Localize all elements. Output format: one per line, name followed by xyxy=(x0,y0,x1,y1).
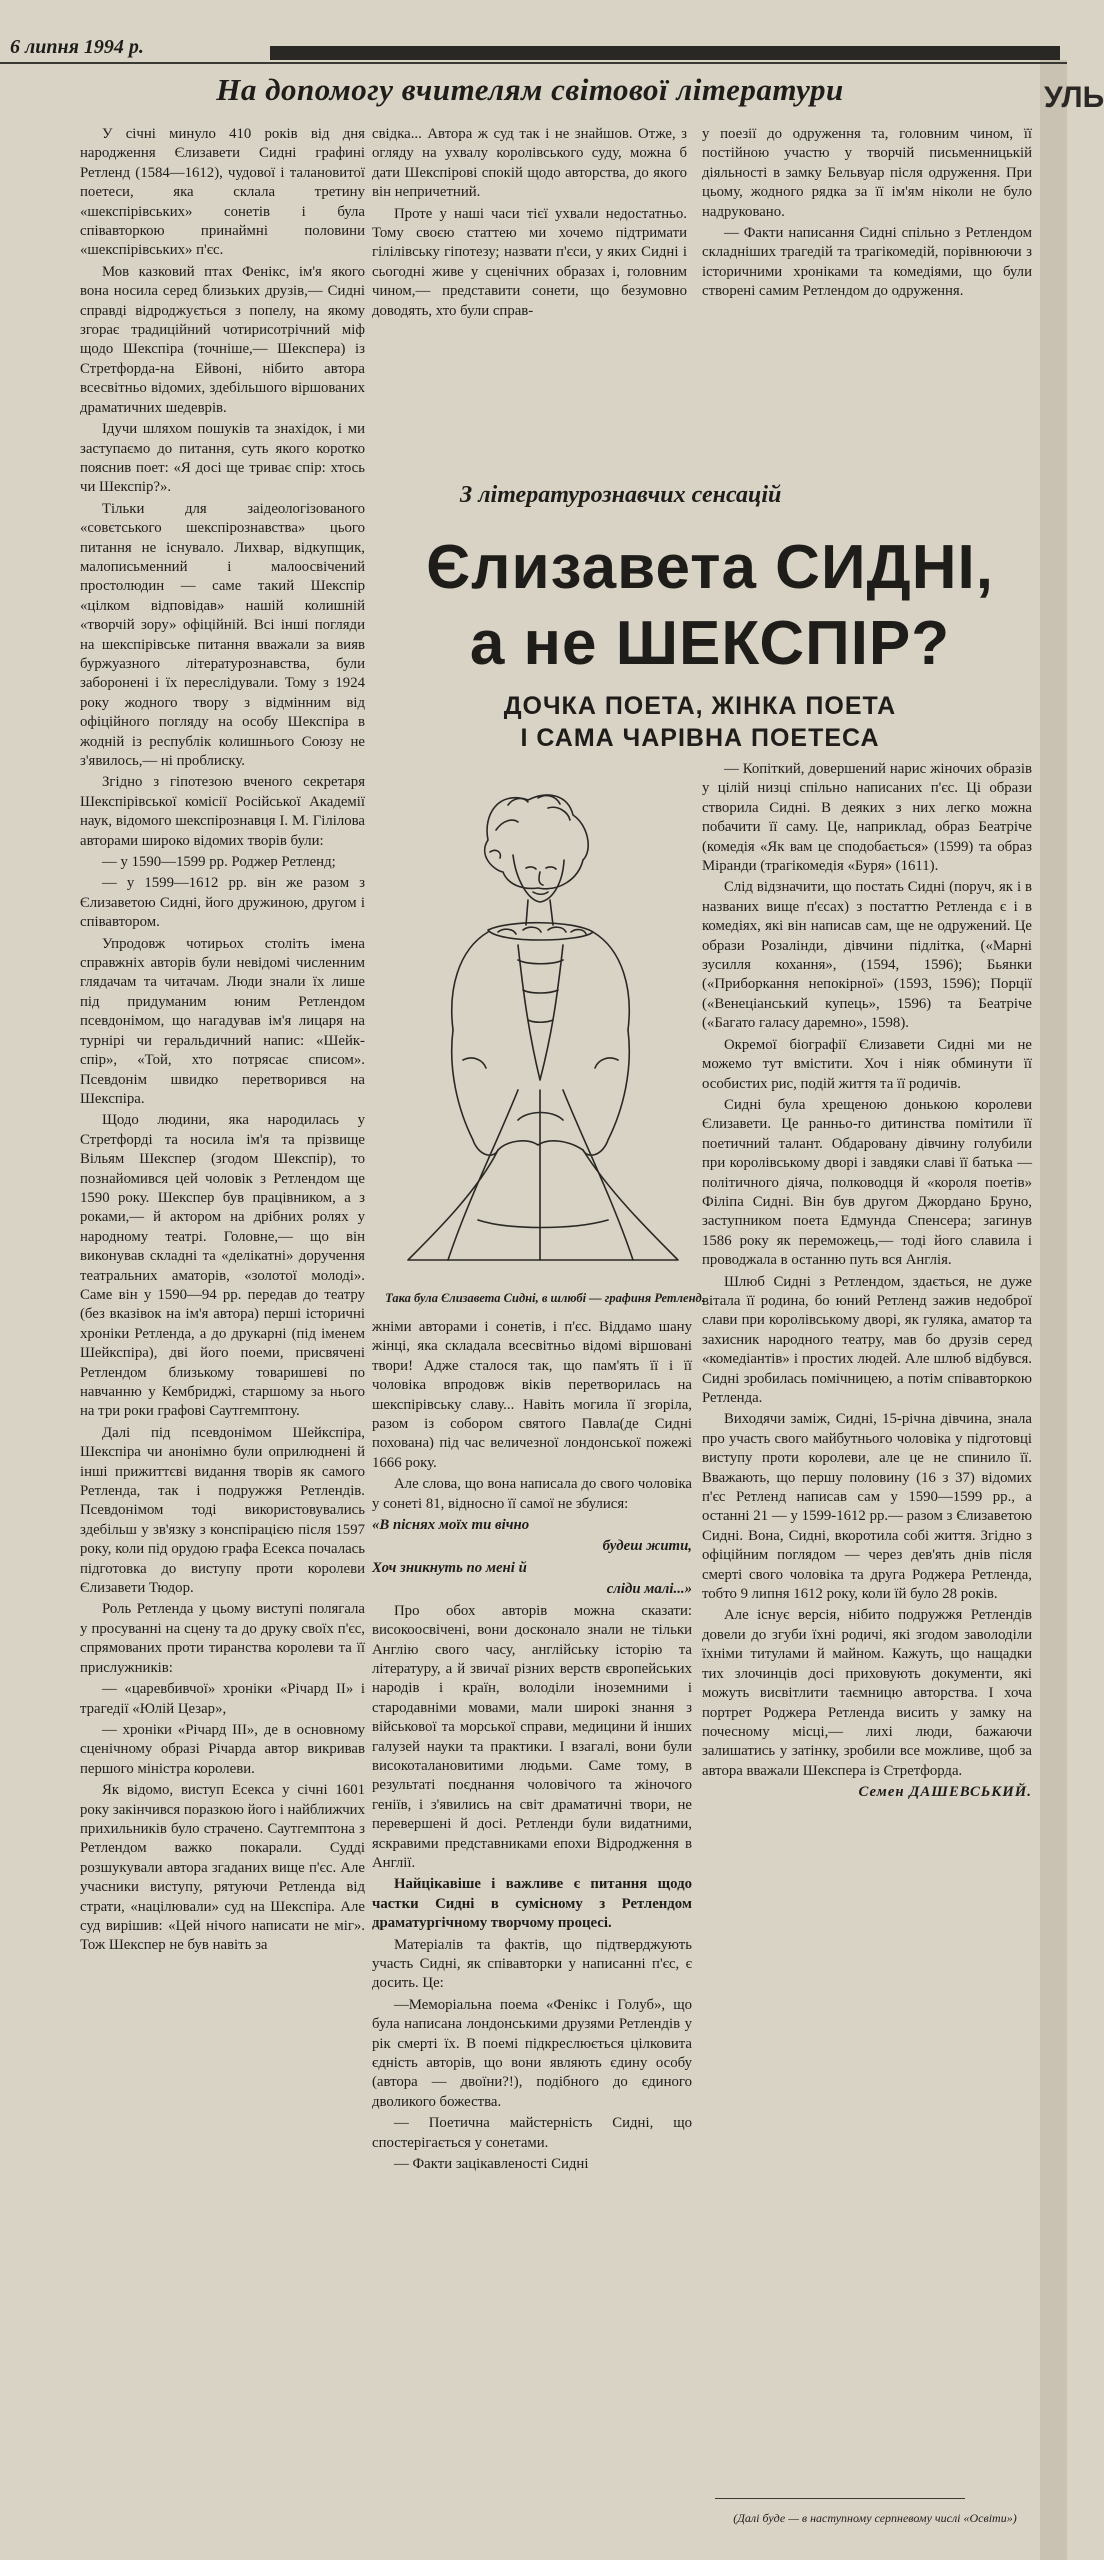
subhead-line-2: І САМА ЧАРІВНА ПОЕТЕСА xyxy=(520,724,880,752)
article-subheadline xyxy=(430,690,970,754)
paragraph: — у 1590—1599 рр. Роджер Ретленд; xyxy=(102,854,336,871)
article-column-3-bottom xyxy=(702,760,1032,1805)
paragraph: Окремої біографії Єлизавети Сидні ми не можемо тут вмістити. Хоч і ніяк обминути її особистих рис, подій життя та її родичів. xyxy=(702,1036,1032,1092)
paragraph: свідка... Автора ж суд так і не знайшов. Отже, з огляду на ухвалу королівського суду, можна б дати Шекспірові спокій щодо авторства, до якого він непричетний. xyxy=(372,126,687,201)
header-bar xyxy=(270,46,1060,60)
paragraph: Мов казковий птах Фенікс, ім'я якого вона носила серед близьких друзів,— Сидні справді відроджується з попелу, на якому згорає традиційний чотирисотрічний міф щодо Шекспіра (точніше,— Шексперa) із Стретфорда-на Ейвоні, нібито автора всесвітньо відомих, здебільшого віршованих драматичних шедеврів. xyxy=(80,263,365,416)
issue-date: 6 липня 1994 р. xyxy=(10,36,144,58)
paragraph: Згідно з гіпотезою вченого секретаря Шекспірівської комісії Російської Академії наук, відомого шекспірознавця І. М. Гілілова авторами широко відомих творів були: xyxy=(80,774,365,849)
verse-line: «В піснях моїх ти вічно xyxy=(372,1517,530,1534)
paragraph: Роль Ретленда у цьому виступі полягала у просуванні на сцену та до друку своїх п'єс, спрямованих проти тиранства королеви та її прислужників: xyxy=(80,1601,365,1676)
paragraph: Щодо людини, яка народилась у Стретфорді та носила ім'я та прізвище Вільям Шекспер (згодом Шекспір), то познайомився цей чоловік з Ретлендом ще 1590 року. Шекспер був працівником, а з роками,— й актором на дрібних ролях у народному театрі. Головне,— що він виконував складні та «делікатні» доручення театральних аматорів, «золотої молоді». Саме він у 1590—94 рр. передав до театру (без вказівок на ім'я автора) перші історичні хроніки Ретленда, а до друкарні (під іменем Шейкспіра), дві його поеми, присвячені Ретлендом близькому товаришеві по навчанню у Кембриджі, старшому за нього на три роки графові Саутгемптону. xyxy=(80,1112,365,1420)
paragraph: Виходячи заміж, Сидні, 15-річна дівчина, знала про участь свого майбутнього чоловіка у підготовці виступу проти королеви, але це не спинило її. Вважають, що першу половину (16 з 37) відомих п'єс Ретленд написав сам у 1590—1599 рр., а останні 21 — у 1599-1612 рр.— разом з Єлизаветою Сидні. Вона, Сидні, вкоротила собі життя. Згідно з офіційним поглядом — через дев'ять днів після смерті свого чоловіка та друга Роджера Ретленда, тобто 9 липня 1612 року, коли їй було 28 років. xyxy=(702,1411,1032,1603)
paragraph: У січні минуло 410 років від дня народження Єлизавети Сидні графині Ретленд (1584—1612), чудової і талановитої поетеси, яка склала третину «шекспірівських» сонетів і була співавторкою принаймні половини «шекспірівських» п'єс. xyxy=(80,126,365,259)
article-column-3-top xyxy=(702,125,1032,304)
headline-line-2: а не ШЕКСПІР? xyxy=(469,609,951,678)
paragraph: Ідучи шляхом пошуків та знахідок, і ми заступаємо до питання, суть якого коротко пояснив поет: «Я досі ще триває спір: хтось чи Шекспір?». xyxy=(80,421,365,496)
paragraph: Сидні була хрещеною донькою королеви Єлизавети. Це ранньо-го дитинства помітили її поетичний талант. Обдаровану дівчину голубили при королівському дворі і завдяки славі її батька — політичного діяча, полководця й «короля поетів» Філіпа Сидні. Він був другом Джордано Бруно, заступником поета Едмунда Спенсера; загинув 1586 року як переможець,— тоді його славила і проводжала в останню путь вся Англія. xyxy=(702,1096,1032,1269)
article-headline xyxy=(395,530,1025,682)
paragraph: Упродовж чотирьох століть імена справжніх авторів були невідомі численним глядачам та читачам. Люди знали їх лише під придуманим юним Ретлендом псевдонімом, що нагадував ім'я лицаря на турнірі чи геральдичний напис: «Шейк-спір», «Той, хто потрясає списом». Псевдонім швидко перетворився на Шекспіра. xyxy=(80,935,365,1107)
paragraph: Слід відзначити, що постать Сидні (поруч, як і в названих вище п'єсах) з постаттю Ретленда є і в комедіях, які він написав сам, ще не одружений. Це образи Розалінди, дівчини підлітка, («Марні зусилля кохання», (1594, 1596); Бьянки («Приборкання непокірної» (1593, 1596); Порції («Венеціанський купець», 1596) та Беатріче («Багато галасу даремно», 1598). xyxy=(702,879,1032,1032)
verse-line: будеш жити, xyxy=(602,1538,692,1555)
article-column-2-bottom xyxy=(372,1318,692,2176)
portrait-caption: Така була Єлизавета Сидні, в шлюбі — графиня Ретленд. xyxy=(385,1291,705,1305)
adjacent-page-letters: УЛЬ xyxy=(1044,81,1104,114)
paragraph: —Меморіальна поема «Фенікс і Голуб», що була написана лондонськими друзями Ретлендів у рік смерті їх. В поемі підкреслюється цілковита єдність авторів, що вони являють єдину особу (автора — двоїни?!), подібного до єдиного дволикого божества. xyxy=(372,1996,692,2110)
paragraph: — Факти написання Сидні спільно з Ретлендом складніших трагедій та трагікомедій, порівнюючи з історичними хроніками та комедіями, що були створені самим Ретлендом до одруження. xyxy=(702,225,1032,300)
verse-line: Хоч зникнуть по мені й xyxy=(372,1559,527,1576)
paragraph: Як відомо, виступ Есекса у січні 1601 року закінчився поразкою його і найближчих прихильників було страчено. Саутгемптона з Ретлендом важко покарали. Судді розшукували автора згаданих вище п'єс. Але учасники виступу, рятуючи Ретленда від страти, «націлювали» суд на Шекспіра. Але суд вирішив: «Цей нічого написати не міг». Тож Шекспер не був навіть за xyxy=(80,1782,365,1954)
header-rule xyxy=(0,62,1067,64)
paragraph: — у 1599—1612 рр. він же разом з Єлизаветою Сидні, його дружиною, другом і співавтором. xyxy=(80,875,365,931)
article-column-2-top xyxy=(372,125,687,323)
paragraph: — Копіткий, довершений нарис жіночих образів у цілій низці спільно написаних п'єс. Ці образи створила Сидні. В деяких з них легко можна побачити її саму. Це, наприклад, образ Беатріче (комедія «Як вам це сподобається» (1599) та образ Міранди (трагікомедія «Буря» (1611). xyxy=(702,761,1032,875)
paragraph: — «царевбивчої» хроніки «Річард II» і трагедії «Юлій Цезар», xyxy=(80,1681,365,1717)
continuation-note: (Далі буде — в наступному серпневому числі «Освіти») xyxy=(733,2511,1017,2525)
footer-rule xyxy=(715,2498,965,2499)
paragraph: — Поетична майстерність Сидні, що спостерігається у сонетами. xyxy=(372,2115,692,2151)
paragraph: Про обох авторів можна сказати: високоосвічені, вони досконало знали не тільки Англію свого часу, англійську історію та літературу, а й звичаї різних верств європейських народів і країн, володіли іноземними і стародавніми мовами, мали широкі знання з військової та морської справи, медицини й інших галузей науки та практики. І взагалі, вони були високоталановитими людьми. Саме тому, в результаті поєднання чоловічого та жіночого геніїв, і з'явились на світ драматичні твори, не перевершені й досі. Ретленди були видатними, яскравими представниками епохи Відродження в Англії. xyxy=(372,1602,692,1871)
subhead-line-1: ДОЧКА ПОЕТА, ЖІНКА ПОЕТА xyxy=(503,692,897,720)
paragraph: Далі під псевдонімом Шейкспіра, Шекспіра чи анонімно були оприлюднені й інші прижиттєві видання творів як самого Ретленда, так і подружжя Ретлендів. Псевдонімом тоді використовувались здебільш у зв'язку з конспірацією після 1597 року, коли під орудою графа Есекса почалась підготовка до виступу проти королеви Єлизавети Тюдор. xyxy=(80,1424,365,1597)
paragraph: — хроніки «Річард III», де в основному сценічному образі Річарда автор викривав першого міністра королеви. xyxy=(80,1721,365,1777)
paragraph: Але слова, що вона написала до свого чоловіка у сонеті 81, відносно її самої не збулися: xyxy=(372,1476,692,1512)
article-column-1 xyxy=(80,125,365,1958)
paragraph: Найцікавіше і важливе є питання щодо частки Сидні в сумісному з Ретлендом драматургічному творчому процесі. xyxy=(372,1876,692,1932)
verse-line: сліди малі...» xyxy=(606,1581,692,1598)
paragraph: Шлюб Сидні з Ретлендом, здається, не дуже вітала її родина, бо юний Ретленд зажив недоброї слави при королівському дворі, як гуляка, аматор та захисник народного театру, мав бо друзів серед «комедіантів» і простих людей. Але шлюб відбувся. Сидні зробилась помічницею, а потім співавторкою Ретленда. xyxy=(702,1273,1032,1406)
paragraph: — Факти зацікавленості Сидні xyxy=(394,2156,589,2173)
paragraph: Проте у наші часи тієї ухвали недостатньо. Тому своєю статтею ми хочемо підтримати гілілівську гіпотезу; назвати п'єси, у яких Сидні і сьогодні живе у сценічних образах і, головним чином,— представити сонети, що безумовно доводять, хто були справ- xyxy=(372,205,687,319)
paragraph: Але існує версія, нібито подружжя Ретлендів довели до згуби їхні родичі, які згодом заволоділи їхніми титулами й майном. Кажуть, що нащадки тих злочинців досі приховують документи, які можуть висвітлити таємницю авторства. І хоча портрет Роджера Ретленда висить у замку на почесному місці,— лихі люди, бажаючи залишатись у затінку, зробили все можливе, щоб за автора вважали Шекспера із Стретфорда. xyxy=(702,1607,1032,1779)
portrait-sketch xyxy=(378,760,708,1280)
section-rubric: На допомогу вчителям світової літератури xyxy=(216,72,844,107)
paragraph: жніми авторами і сонетів, і п'єс. Віддамо шану жінці, яка складала всесвітньо відомі віршовані твори! Адже сталося так, що пам'ять її і її чоловіка впродовж віків перетворилась на шекспірівську славу... Навіть могила її згоріла, разом із собором святого Павла(де Сидні похована) під час величезної лондонської пожежі 1666 року. xyxy=(372,1319,692,1471)
paragraph: у поезії до одруження та, головним чином, її постійною участю у творчій письменницькій діяльності в замку Бельвуар після одруження. При цьому, жодного рядка за її ім'ям ніколи не було надруковано. xyxy=(702,126,1032,220)
author-signature: Семен ДАШЕВСЬКИЙ. xyxy=(858,1784,1032,1801)
article-rubric: З літературознавчих сенсацій xyxy=(460,482,782,508)
headline-line-1: Єлизавета СИДНІ, xyxy=(426,533,994,602)
paragraph: Тільки для заідеологізованого «совєтського шекспірознавства» цього питання не існувало. Лихвар, відкупщик, малописьменний і малоосвічений простолюдин — саме такий Шекспір «цілком відповідав» нашій колишній «творчій зору» офіційній. Всі інші погляди на шекспірівське питання вважали за вияв буржуазного літературознавства, були заборонені і їх переслідували. Тому з 1924 року жодного твору з відмінним від офіційного погляду на особу Шекспіра в жодній із республік колишнього Союзу не з'явилось,— ні проблиску. xyxy=(80,500,365,769)
paragraph: Матеріалів та фактів, що підтверджують участь Сидні, як співавторки у написанні п'єс, є досить. Це: xyxy=(372,1936,692,1992)
